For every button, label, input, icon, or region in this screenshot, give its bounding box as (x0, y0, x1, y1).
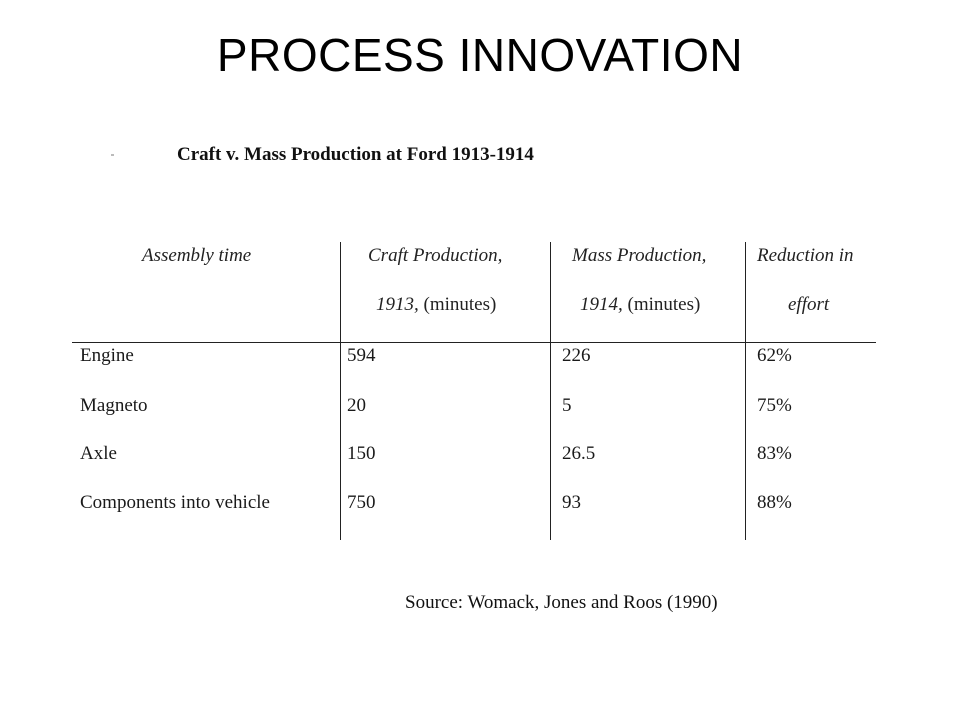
row-label: Engine (80, 345, 134, 366)
cell-reduction: 62% (757, 345, 792, 366)
cell-mass: 93 (562, 492, 581, 513)
header-reduction-line2: effort (788, 294, 830, 315)
header-craft-year: 1913, (minutes) (376, 294, 497, 315)
header-reduction: Reduction in (757, 245, 854, 266)
header-mass-production: Mass Production, (572, 245, 707, 266)
column-divider (340, 242, 341, 540)
header-craft-production: Craft Production, (368, 245, 503, 266)
cell-craft: 20 (347, 395, 366, 416)
cell-craft: 750 (347, 492, 376, 513)
row-label: Magneto (80, 395, 148, 416)
slide-title: PROCESS INNOVATION (216, 29, 744, 81)
header-divider (72, 342, 876, 343)
cell-mass: 5 (562, 395, 572, 416)
cell-reduction: 75% (757, 395, 792, 416)
header-mass-year: 1914, (minutes) (580, 294, 701, 315)
cell-mass: 26.5 (562, 443, 596, 464)
header-assembly-time: Assembly time (142, 245, 252, 266)
cell-craft: 150 (347, 443, 376, 464)
cell-reduction: 88% (757, 492, 792, 513)
table-title: Craft v. Mass Production at Ford 1913-1914 (177, 144, 534, 165)
source-citation: Source: Womack, Jones and Roos (1990) (405, 592, 718, 613)
row-label: Axle (80, 443, 117, 464)
cell-mass: 226 (562, 345, 591, 366)
column-divider (745, 242, 746, 540)
row-label: Components into vehicle (80, 492, 270, 513)
cell-reduction: 83% (757, 443, 792, 464)
scan-artifact (111, 154, 114, 156)
column-divider (550, 242, 551, 540)
cell-craft: 594 (347, 345, 376, 366)
